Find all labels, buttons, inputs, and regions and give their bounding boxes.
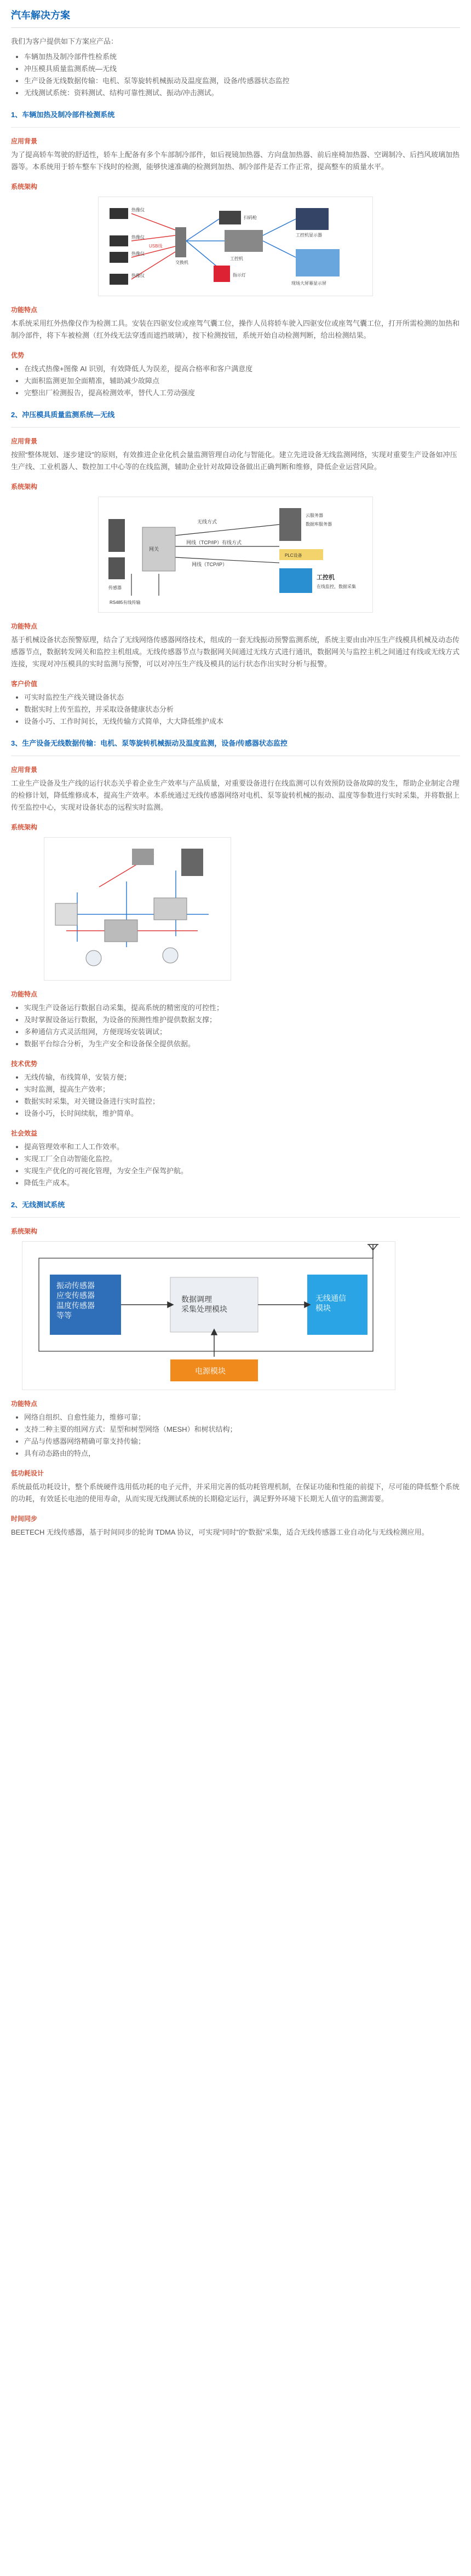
ipc-label: 工控机 (317, 574, 335, 581)
s4-func-heading: 功能特点 (11, 1400, 38, 1408)
s4-architecture-diagram (22, 1241, 395, 1390)
s3-func-heading: 功能特点 (11, 990, 38, 998)
plc-label: PLC设备 (285, 553, 302, 558)
list-item: • 数据平台综合分析，为生产安全和设备保全提供依据。 (24, 1038, 460, 1050)
sensor-icon (108, 519, 125, 552)
s1-adv-heading: 优势 (11, 351, 25, 359)
list-item: • 车辆加热及制冷部件性检系统 (24, 51, 460, 63)
s4-detail: 系统最低功耗设计，整个系统硬件选用低功耗的电子元件，并采用完善的低功耗管理机制，在保证功能和性能的前提下，尽可能的降低整个系统的功耗，有效延长电池的使用寿命，从而实现无线测试系统的长期稳定运行，满足野外环境下长期无人值守的监测需要。 (11, 1483, 460, 1503)
s4-detail-heading: 低功耗设计 (11, 1469, 44, 1477)
list-item: • 在线式热像+图像 AI 识别，有效降低人为误差，提高合格率和客户满意度 (24, 363, 460, 375)
section-2-heading: 2、冲压模具质量监测系统—无线 (11, 411, 115, 419)
machine-icon (154, 898, 187, 920)
list-item: • 实现工厂全自动智能化监控。 (24, 1153, 460, 1165)
server-icon (181, 849, 203, 876)
switch-label: 交换机 (175, 260, 188, 265)
s2-adv-heading: 客户价值 (11, 680, 38, 688)
s2-function: 基于机械设备状态预警原理，结合了无线网络传感器网络技术，组成的一套无线振动预警监测系统，系统主要由由冲压生产线模具机械及动态传感器节点，数据转发网关和监控主机组成。无线传感器节点与数据网关间通过无线方式进行通讯，数据网关与监控主机之间通过有线或无线方式连接，实现对冲压模具的实时监测与预警，可以对冲压生产线及模具的运行状态作出实时分析与报警。 (11, 636, 460, 668)
antenna-icon (367, 1244, 378, 1258)
list-item: • 实现生产优化的可视化管理，为安全生产保驾护航。 (24, 1165, 460, 1177)
switch-icon (175, 227, 186, 257)
list-item: • 无线传输，布线简单，安装方便； (24, 1071, 460, 1084)
wireless-label: 无线通信模块 (315, 1294, 346, 1313)
ipc-icon (225, 230, 263, 252)
ipc-label: 工控机 (230, 256, 243, 261)
list-item: • 实时监测，提高生产效率； (24, 1084, 460, 1096)
s4-tail: BEETECH 无线传感器，基于时间同步的轮询 TDMA 协议，可实现“同时”的“数据”采集，适合无线传感器工业自动化与无线检测应用。 (11, 1528, 429, 1536)
list-item: • 具有动态路由的特点， (24, 1448, 460, 1460)
list-item: • 大面积监测更加全面精准，辅助减少故障点 (24, 375, 460, 387)
rs485-label: RS485有线传输 (110, 600, 141, 605)
right1-label: 云服务器 (306, 513, 323, 518)
list-item: • 数据实时采集，对关键设备进行实时监控； (24, 1096, 460, 1108)
cam-label: 热像仪 (131, 273, 145, 278)
remote-label: 现场大屏幕显示屏 (291, 281, 326, 286)
list-item: • 数据实时上传至监控，并采取设备健康状态分析 (24, 704, 460, 716)
s3-background-heading: 应用背景 (11, 766, 38, 774)
net1-label: 网线（TCP/IP）有线方式 (186, 540, 242, 545)
s1-background-heading: 应用背景 (11, 137, 38, 145)
machine-icon (105, 920, 137, 942)
divider (11, 127, 460, 128)
list-item: • 降低生产成本。 (24, 1177, 460, 1189)
scanner-icon (219, 211, 241, 224)
s3-value-heading: 社会效益 (11, 1129, 38, 1137)
usb-label: USB线 (149, 244, 163, 249)
list-item: • 多种通信方式灵活组网，方便现场安装调试； (24, 1026, 460, 1038)
s1-adv-list (11, 363, 460, 399)
s1-function: 本系统采用红外热像仪作为检测工具。安装在四驱安位或座驾气囊工位，操作人员将轿车驶入四驱安位或座驾气囊工位，打开所需检测的加热和制冷部件，将下车被检测（红外线无法穿透而遮挡玻璃），按下检测按钮，系统开始自动检测判断，给出检测结果。 (11, 319, 460, 339)
list-item: • 可实时监控生产线关键设备状态 (24, 691, 460, 704)
s1-func-heading: 功能特点 (11, 306, 38, 314)
section-3-heading: 3、生产设备无线数据传输：电机、泵等旋转机械振动及温度监测，设备/传感器状态监控 (11, 739, 288, 747)
section-1-heading: 1、车辆加热及制冷部件检测系统 (11, 111, 115, 119)
s3-value-list (11, 1141, 460, 1189)
s4-tail-heading: 时间同步 (11, 1515, 38, 1523)
list-item: • 及时掌握设备运行数据，为设备的预测性维护提供数据支撑； (24, 1014, 460, 1026)
s2-arch-heading: 系统架构 (11, 483, 38, 491)
page-title: 汽车解决方案 (11, 0, 460, 28)
cam-label: 热像仪 (131, 251, 145, 256)
list-item: • 无线测试系统：资料测试、结构可靠性测试、振动/冲击测试。 (24, 87, 460, 99)
s1-background: 为了提高轿车驾驶的舒适性，轿车上配备有多个车部制冷部件，如后视镜加热器、方向盘加热器、前后座椅加热器、空调制冷、后挡风玻璃加热器等。本系统用于轿车整车下线时的检测，能够快速准确的检测到加热、制冷部件是否工作正常，提高整车的质量水平。 (11, 151, 460, 171)
scanner-label: 扫码枪 (244, 215, 257, 220)
machine-icon (55, 903, 77, 925)
list-item: • 设备小巧，长时间续航，维护简单。 (24, 1108, 460, 1120)
pc-icon (296, 208, 329, 230)
ipc2-label: 在线监控，数据采集 (317, 584, 356, 589)
sensor-label: 传感器 (108, 585, 122, 590)
remote-display-icon (296, 249, 340, 276)
s4-func-list (11, 1411, 460, 1460)
divider (11, 1217, 460, 1218)
pump-icon (163, 948, 178, 963)
list-item: • 支持二种主要的组网方式：星型和树型网络（MESH）和树状结构； (24, 1424, 460, 1436)
alarm-label: 指示灯 (233, 273, 246, 278)
s3-architecture-diagram (44, 837, 231, 981)
s1-architecture-diagram (98, 197, 373, 296)
ipc-icon (279, 568, 312, 593)
s2-background-heading: 应用背景 (11, 437, 38, 445)
list-item: • 冲压模具质量监测系统—无线 (24, 63, 460, 75)
cam-label: 热像仪 (131, 235, 145, 240)
sensors-label: 振动传感器应变传感器温度传感器等等 (56, 1281, 95, 1320)
s2-func-heading: 功能特点 (11, 623, 38, 630)
divider (11, 427, 460, 428)
list-item: • 实现生产设备运行数据自动采集，提高系统的精密度的可控性； (24, 1002, 460, 1014)
cam-label: 热像仪 (131, 208, 145, 212)
intro-lead: 我们为客户提供如下方案应产品： (11, 37, 118, 45)
s3-adv-heading: 技术优势 (11, 1060, 38, 1068)
camera-icon (110, 208, 128, 285)
motor-icon (86, 950, 101, 966)
s3-arch-heading: 系统架构 (11, 823, 38, 831)
pc-label: 工控机显示器 (296, 233, 322, 238)
server-icon (279, 508, 301, 541)
proc-label: 数据调理采集处理模块 (181, 1295, 227, 1314)
intro-list (11, 51, 460, 99)
list-item: • 完整出厂检测报告，提高检测效率，替代人工劳动强度 (24, 387, 460, 399)
section-4-heading: 2、无线测试系统 (11, 1201, 65, 1209)
s2-adv-list (11, 691, 460, 728)
list-item: • 生产设备无线数据传输：电机、泵等旋转机械振动及温度监测，设备/传感器状态监控 (24, 75, 460, 87)
sensor-icon (108, 557, 125, 579)
s4-arch-heading: 系统架构 (11, 1228, 38, 1235)
s3-func-list (11, 1002, 460, 1050)
list-item: • 网络自组织、自愈性能力，维修可靠； (24, 1411, 460, 1424)
gateway-icon (132, 849, 154, 865)
list-item: • 产品与传感器网络精确可靠支持传输； (24, 1436, 460, 1448)
alarm-icon (214, 266, 230, 282)
wireless-label: 无线方式 (197, 519, 217, 525)
s3-background: 工业生产设备及生产线的运行状态关乎着企业生产效率与产品质量，对重要设备进行在线监测可以有效预防设备故障的发生，帮助企业制定合理的检修计划，降低维修成本，提高生产效率。本系统通过无线传感器网络对电机、泵等旋转机械的振动、温度等参数进行实时采集，并将数据上传至监控中心，实现对设备状态的远程实时监测。 (11, 779, 460, 811)
power-label: 电源模块 (195, 1367, 226, 1375)
s2-background: 按照“整体规划、逐步建设”的原则，有效推进企业化机会量监测管理自动化与智能化。建立先进设备无线监测网络，实现对重要生产设备如冲压生产线、工业机器人、数控加工中心等的在线监测，辅助企业针对故障设备做出正确判断和维修，降低企业运营风险。 (11, 451, 457, 471)
s2-architecture-diagram (98, 497, 373, 613)
list-item: • 设备小巧、工作时间长，无线传输方式简单，大大降低维护成本 (24, 716, 460, 728)
s3-adv-list (11, 1071, 460, 1120)
list-item: • 提高管理效率和工人工作效率。 (24, 1141, 460, 1153)
gateway-label: 网关 (149, 546, 159, 552)
right2-label: 数据库服务器 (306, 522, 332, 527)
net2-label: 网线（TCP/IP） (192, 562, 228, 567)
s1-arch-heading: 系统架构 (11, 183, 38, 191)
